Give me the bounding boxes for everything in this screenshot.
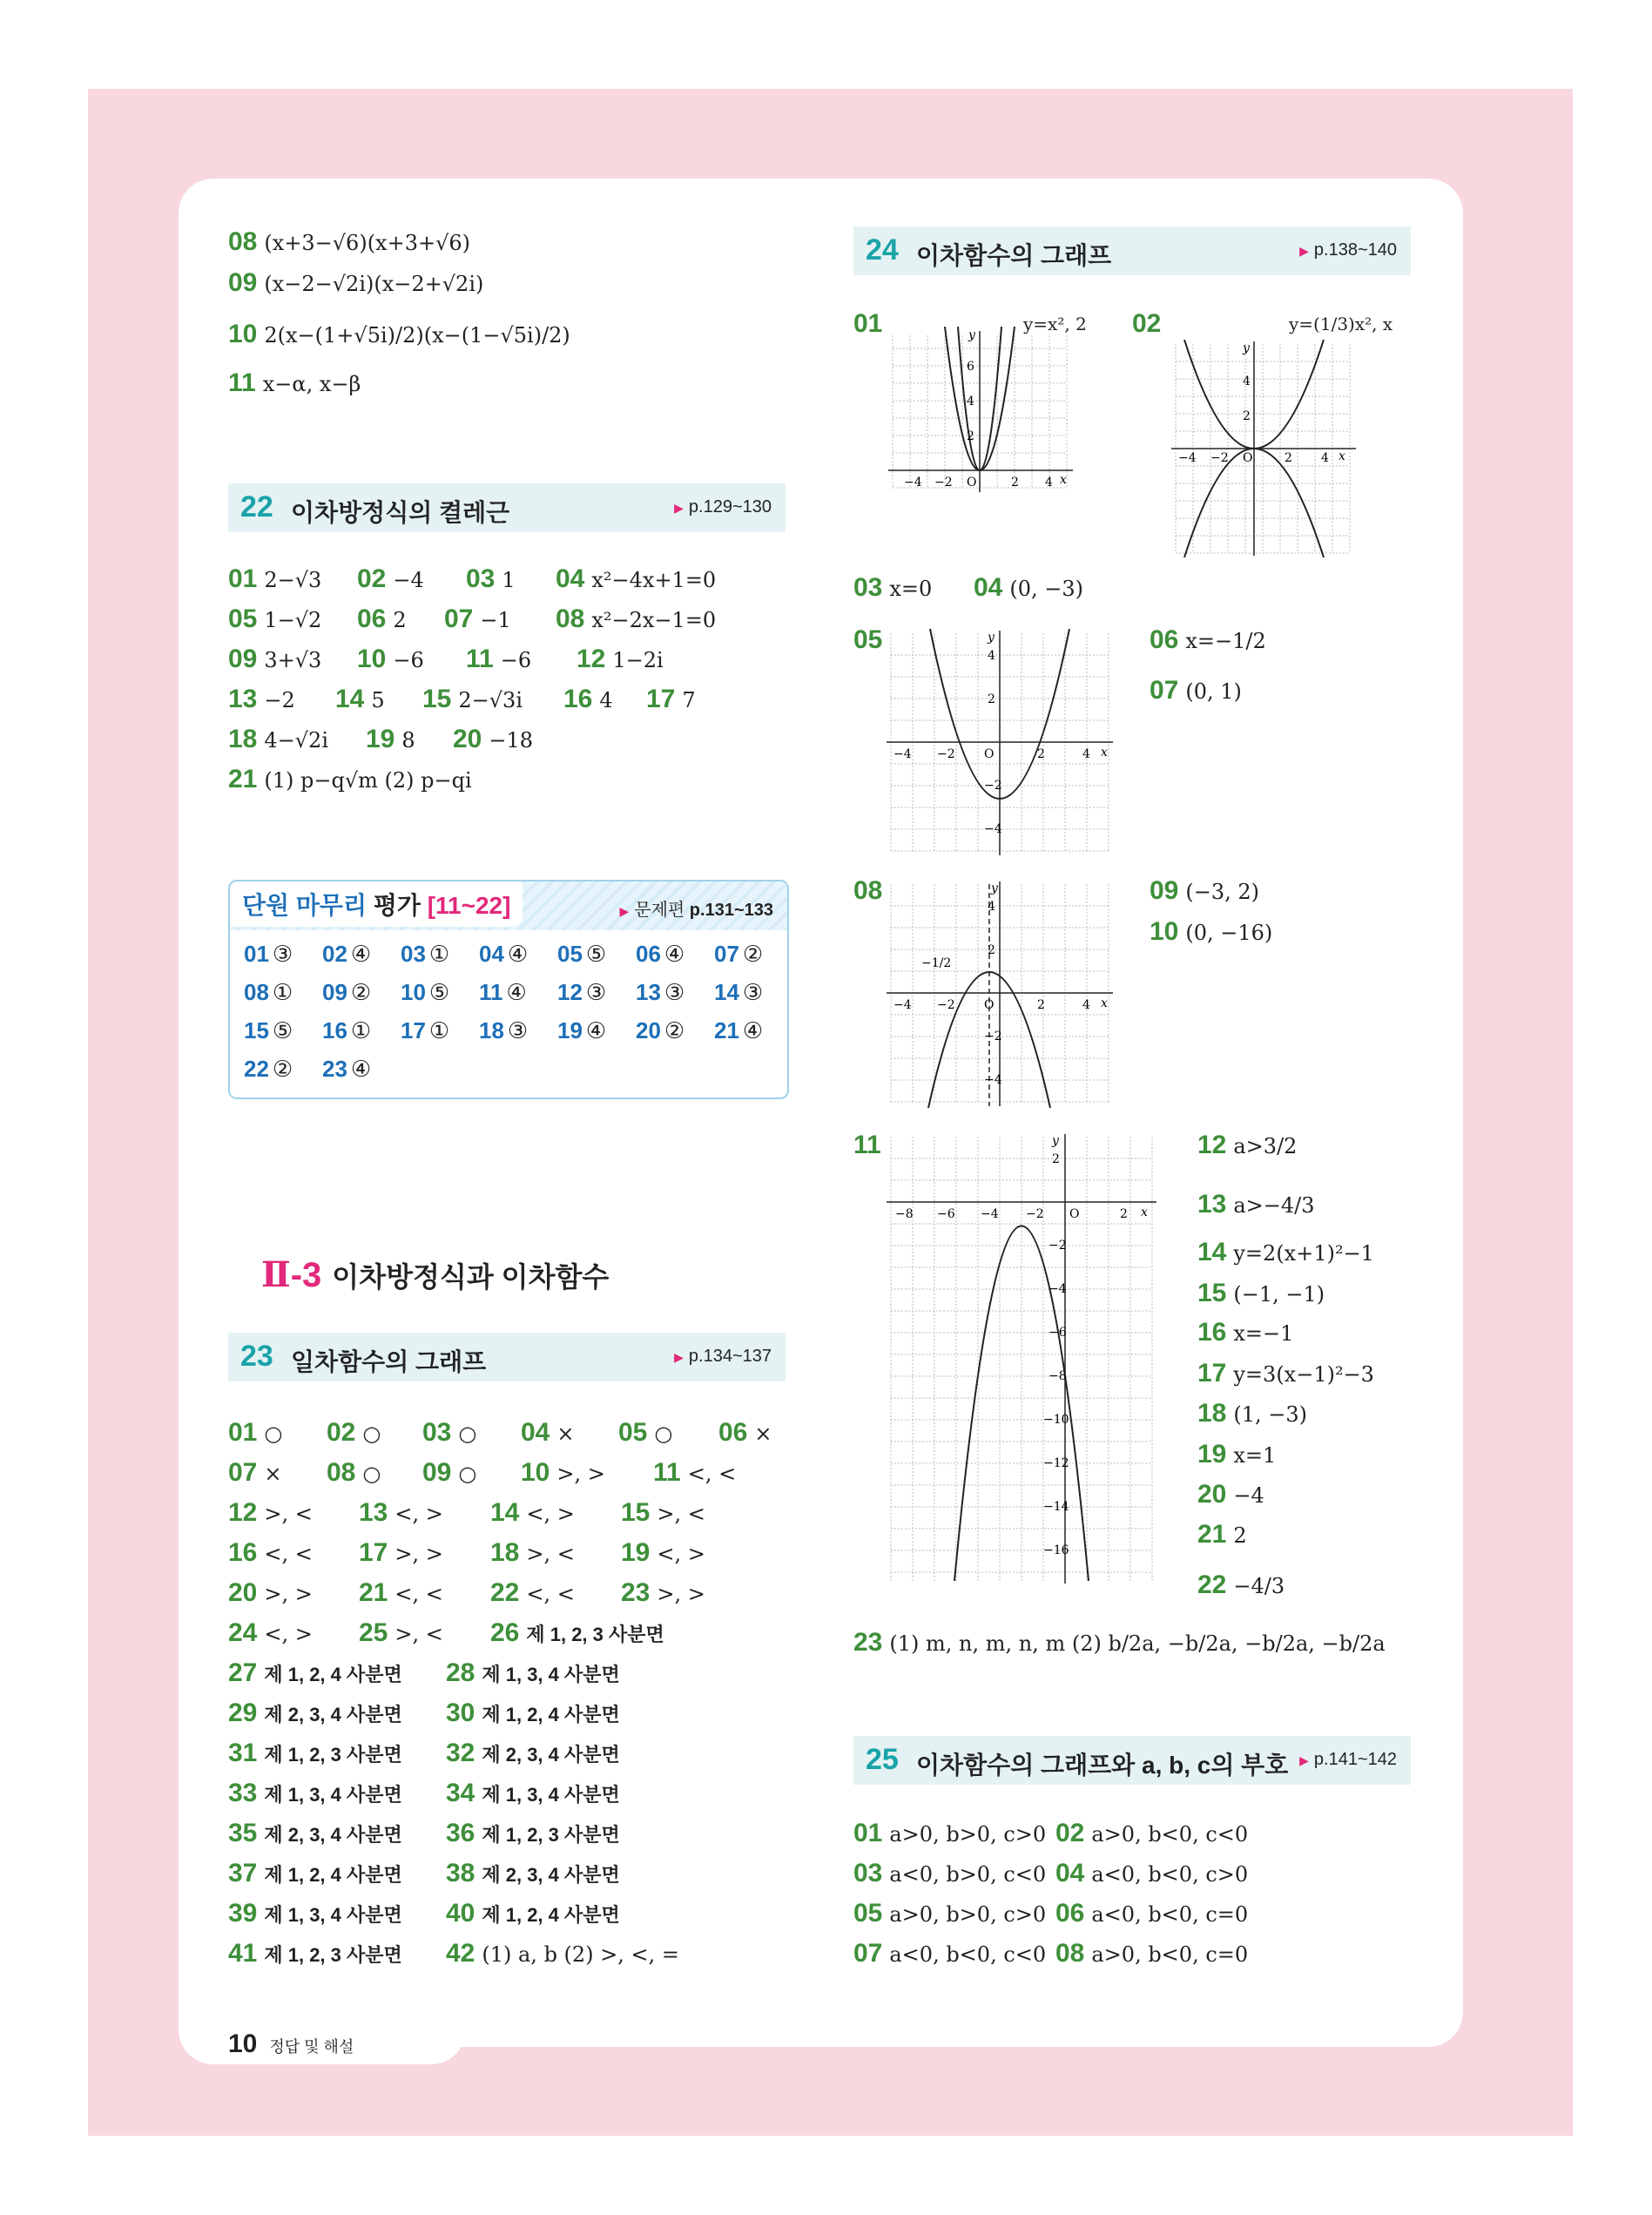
- section-header-23: [228, 1333, 786, 1381]
- unit-review-title: 단원 마무리 평가 [11~22]: [230, 881, 523, 927]
- answer-item: 20 >, >: [228, 1578, 313, 1607]
- answer-item: 01 a>0, b>0, c>0: [853, 1819, 1047, 1847]
- answer-item: 31 제 1, 2, 3 사분면: [228, 1739, 402, 1767]
- graph-02: [1171, 340, 1359, 557]
- answer-item: 07 a<0, b<0, c<0: [853, 1939, 1047, 1968]
- answer-item: 01: [853, 309, 883, 338]
- axis-label: −2: [937, 998, 955, 1012]
- section-title: 이차함수의 그래프와 a, b, c의 부호: [916, 1752, 1289, 1779]
- answer-item: 07 −1: [444, 604, 511, 633]
- axis-label: −4: [1049, 1282, 1067, 1296]
- page-reference: ▶ p.141~142: [1299, 1750, 1397, 1769]
- triangle-icon: ▶: [1299, 244, 1309, 258]
- section-number: 24: [866, 233, 899, 267]
- axis-label: −4: [893, 998, 912, 1012]
- answer-item: 12 >, <: [228, 1498, 313, 1527]
- answer-item: 05 a>0, b>0, c>0: [853, 1899, 1047, 1928]
- answer-item: 34 제 1, 3, 4 사분면: [446, 1779, 620, 1807]
- graph-label: y=(1/3)x², x: [1289, 314, 1393, 334]
- answer-item: 10 (0, −16): [1150, 917, 1273, 946]
- answer-item: 12 1−2i: [577, 645, 664, 673]
- axis-label: 4: [988, 649, 995, 663]
- axis-label: −4: [904, 476, 922, 490]
- answer-item: 08: [853, 876, 883, 905]
- answer-item: 33 제 1, 3, 4 사분면: [228, 1779, 402, 1807]
- answer-item: 01 ○: [228, 1418, 283, 1447]
- triangle-icon: ▶: [674, 501, 684, 515]
- axis-label: 2: [1037, 747, 1045, 761]
- axis-label: 2: [1120, 1207, 1128, 1221]
- answer-item: 27 제 1, 2, 4 사분면: [228, 1658, 402, 1687]
- answer-item: 03 x=0: [853, 573, 933, 602]
- triangle-icon: ▶: [619, 904, 630, 918]
- review-answer-item: 22 ②: [244, 1056, 293, 1082]
- unit-review-header: [230, 881, 787, 930]
- answer-item: 08 a>0, b<0, c=0: [1055, 1939, 1249, 1968]
- axis-label: O: [984, 998, 995, 1012]
- answer-item: 11 x−α, x−β: [228, 368, 361, 397]
- graph-01: [888, 327, 1075, 501]
- answer-item: 17 >, >: [359, 1538, 443, 1567]
- axis-label: 2: [1243, 409, 1251, 423]
- answer-item: 08 x²−2x−1=0: [556, 604, 717, 633]
- answer-item: 32 제 2, 3, 4 사분면: [446, 1739, 620, 1767]
- answer-item: 08 (x+3−√6)(x+3+√6): [228, 227, 470, 256]
- answer-item: 09 3+√3: [228, 645, 322, 673]
- axis-label: −8: [1049, 1369, 1067, 1383]
- axis-label: y: [988, 631, 995, 645]
- axis-label: O: [984, 747, 995, 761]
- triangle-icon: ▶: [1299, 1753, 1309, 1767]
- answer-item: 09 ○: [422, 1458, 477, 1487]
- axis-label: −1/2: [921, 956, 952, 970]
- answer-item: 06 ×: [718, 1418, 772, 1447]
- answer-item: 38 제 2, 3, 4 사분면: [446, 1859, 620, 1887]
- axis-label: 2: [1052, 1152, 1060, 1166]
- axis-label: −2: [984, 1030, 1002, 1043]
- axis-label: 4: [1082, 747, 1090, 761]
- section-header-22: [228, 483, 786, 532]
- review-answer-item: 12 ③: [557, 979, 607, 1005]
- answer-item: 15 (−1, −1): [1197, 1279, 1325, 1307]
- review-answer-item: 13 ③: [636, 979, 685, 1005]
- answer-item: 20 −4: [1197, 1480, 1264, 1509]
- axis-label: −2: [984, 779, 1002, 793]
- axis-label: −4: [981, 1207, 999, 1221]
- answer-item: 21 2: [1197, 1520, 1247, 1549]
- answer-item: 29 제 2, 3, 4 사분면: [228, 1698, 402, 1727]
- answer-item: 01 2−√3: [228, 564, 322, 593]
- answer-item: 13 −2: [228, 685, 295, 713]
- answer-item: 04 (0, −3): [974, 573, 1084, 602]
- answer-item: 13 <, >: [359, 1498, 443, 1527]
- page-number: 10: [228, 2029, 258, 2058]
- axis-label: 4: [1243, 375, 1251, 388]
- answer-item: 06 x=−1/2: [1150, 625, 1266, 654]
- answer-item: 15 >, <: [621, 1498, 705, 1527]
- axis-label: y: [1052, 1134, 1059, 1148]
- review-answer-item: 07 ②: [714, 941, 764, 967]
- axis-label: −4: [1178, 451, 1197, 465]
- answer-item: 40 제 1, 2, 4 사분면: [446, 1899, 620, 1928]
- answer-item: 04 x²−4x+1=0: [556, 564, 717, 593]
- axis-label: 6: [967, 360, 974, 374]
- section-number: 23: [240, 1340, 273, 1373]
- review-answer-item: 11 ④: [479, 979, 527, 1005]
- answer-item: 16 x=−1: [1197, 1318, 1294, 1347]
- answer-item: 21 (1) p−q√m (2) p−qi: [228, 765, 472, 793]
- review-answer-item: 19 ④: [557, 1017, 607, 1043]
- triangle-icon: ▶: [674, 1350, 684, 1364]
- axis-label: 2: [1011, 476, 1019, 490]
- answer-item: 11 <, <: [653, 1458, 737, 1487]
- page-reference: ▶ 문제편 p.131~133: [619, 901, 773, 920]
- section-number: 25: [866, 1743, 899, 1776]
- answer-item: 41 제 1, 2, 3 사분면: [228, 1939, 402, 1968]
- answer-item: 04 ×: [521, 1418, 575, 1447]
- answer-item: 23 (1) m, n, m, n, m (2) b/2a, −b/2a, −b/2a, −b/2a: [853, 1628, 1386, 1657]
- section-header-25: [853, 1736, 1411, 1785]
- axis-label: 2: [1285, 451, 1292, 465]
- axis-label: −2: [934, 476, 953, 490]
- answer-item: 13 a>−4/3: [1197, 1190, 1315, 1219]
- answer-item: 24 <, >: [228, 1618, 313, 1647]
- answer-item: 02 a>0, b<0, c<0: [1055, 1819, 1249, 1847]
- axis-label: x: [1101, 996, 1108, 1010]
- review-answer-item: 23 ④: [322, 1056, 372, 1082]
- answer-item: 07 (0, 1): [1150, 676, 1242, 705]
- axis-label: y: [968, 328, 975, 342]
- axis-label: 2: [1037, 998, 1045, 1012]
- page-reference: ▶ p.134~137: [674, 1347, 772, 1366]
- axis-label: −4: [984, 1073, 1002, 1087]
- axis-label: 4: [967, 395, 974, 409]
- graph-11: [887, 1132, 1158, 1585]
- answer-item: 22 −4/3: [1197, 1570, 1285, 1599]
- review-answer-item: 09 ②: [322, 979, 372, 1005]
- review-answer-item: 02 ④: [322, 941, 372, 967]
- answer-item: 11 −6: [466, 645, 532, 673]
- answer-item: 12 a>3/2: [1197, 1131, 1298, 1159]
- axis-label: −12: [1043, 1456, 1069, 1470]
- axis-label: 4: [988, 900, 995, 914]
- answer-item: 37 제 1, 2, 4 사분면: [228, 1859, 402, 1887]
- section-number: 22: [240, 490, 273, 523]
- answer-item: 30 제 1, 2, 4 사분면: [446, 1698, 620, 1727]
- review-answer-item: 17 ①: [401, 1017, 450, 1043]
- axis-label: −10: [1043, 1413, 1069, 1427]
- answer-item: 03 1: [466, 564, 516, 593]
- review-answer-item: 10 ⑤: [401, 979, 450, 1005]
- answer-item: 18 >, <: [490, 1538, 575, 1567]
- review-answer-item: 15 ⑤: [244, 1017, 293, 1043]
- answer-item: 22 <, <: [490, 1578, 575, 1607]
- review-answer-item: 18 ③: [479, 1017, 529, 1043]
- answer-item: 16 <, <: [228, 1538, 313, 1567]
- review-answer-item: 08 ①: [244, 979, 293, 1005]
- answer-item: 08 ○: [327, 1458, 381, 1487]
- axis-label: −6: [937, 1207, 955, 1221]
- axis-label: 2: [988, 692, 995, 706]
- axis-label: 4: [1045, 476, 1053, 490]
- page-reference: ▶ p.138~140: [1299, 240, 1397, 260]
- answer-item: 06 2: [357, 604, 407, 633]
- axis-label: 2: [967, 429, 974, 443]
- section-title: 이차방정식의 켤레근: [291, 499, 510, 526]
- answer-item: 10 −6: [357, 645, 424, 673]
- graph-label: y=x², 2: [1023, 314, 1087, 334]
- review-answer-item: 04 ④: [479, 941, 529, 967]
- axis-label: −2: [1026, 1207, 1044, 1221]
- page-footer: [228, 2029, 354, 2059]
- answer-item: 11: [853, 1131, 881, 1159]
- axis-label: O: [967, 476, 977, 490]
- section-header-24: [853, 226, 1411, 275]
- answer-item: 19 <, >: [621, 1538, 705, 1567]
- review-answer-item: 03 ①: [401, 941, 450, 967]
- answer-item: 17 7: [646, 685, 696, 713]
- answer-item: 19 x=1: [1197, 1440, 1277, 1469]
- review-answer-item: 16 ①: [322, 1017, 372, 1043]
- review-answer-item: 20 ②: [636, 1017, 685, 1043]
- answer-item: 42 (1) a, b (2) >, <, =: [446, 1939, 680, 1968]
- answer-item: 03 a<0, b>0, c<0: [853, 1859, 1047, 1887]
- review-answer-item: 06 ④: [636, 941, 685, 967]
- answer-item: 14 <, >: [490, 1498, 575, 1527]
- axis-label: −8: [895, 1207, 914, 1221]
- answer-item: 05: [853, 625, 883, 654]
- answer-item: 02: [1132, 309, 1162, 338]
- answer-item: 25 >, <: [359, 1618, 443, 1647]
- unit-review-box: [228, 880, 789, 1099]
- answer-item: 09 (−3, 2): [1150, 876, 1260, 905]
- review-answer-item: 01 ③: [244, 941, 293, 967]
- answer-item: 19 8: [366, 725, 415, 753]
- answer-item: 21 <, <: [359, 1578, 443, 1607]
- axis-label: −14: [1043, 1500, 1069, 1514]
- axis-label: −4: [893, 747, 912, 761]
- answer-item: 02 ○: [327, 1418, 381, 1447]
- answer-item: 06 a<0, b<0, c=0: [1055, 1899, 1249, 1928]
- axis-label: x: [1101, 746, 1108, 760]
- answer-item: 28 제 1, 3, 4 사분면: [446, 1658, 620, 1687]
- graph-08: [887, 880, 1115, 1108]
- answer-item: 02 −4: [357, 564, 424, 593]
- axis-label: O: [1243, 451, 1253, 465]
- axis-label: −2: [937, 747, 955, 761]
- answer-item: 14 5: [335, 685, 385, 713]
- section-title: 이차함수의 그래프: [916, 242, 1112, 269]
- axis-label: −2: [1210, 451, 1229, 465]
- axis-label: −16: [1043, 1543, 1069, 1557]
- answer-item: 39 제 1, 3, 4 사분면: [228, 1899, 402, 1928]
- review-answer-item: 14 ③: [714, 979, 764, 1005]
- answer-item: 10 >, >: [521, 1458, 605, 1487]
- section-title: 일차함수의 그래프: [291, 1348, 487, 1375]
- answer-item: 15 2−√3i: [422, 685, 523, 713]
- graph-05: [887, 629, 1115, 857]
- axis-label: x: [1338, 449, 1345, 463]
- axis-label: −6: [1049, 1326, 1067, 1340]
- answer-item: 23 >, >: [621, 1578, 705, 1607]
- answer-item: 07 ×: [228, 1458, 282, 1487]
- review-answer-item: 05 ⑤: [557, 941, 607, 967]
- answer-item: 16 4: [563, 685, 613, 713]
- axis-label: 4: [1321, 451, 1329, 465]
- answer-item: 18 (1, −3): [1197, 1399, 1308, 1428]
- answer-item: 17 y=3(x−1)²−3: [1197, 1359, 1374, 1388]
- footer-text: 정답 및 해설: [269, 2038, 354, 2056]
- axis-label: 2: [988, 943, 995, 957]
- axis-label: −2: [1049, 1239, 1067, 1253]
- answer-item: 18 4−√2i: [228, 725, 328, 753]
- axis-label: x: [1060, 473, 1067, 487]
- axis-label: −4: [984, 822, 1002, 836]
- answer-item: 03 ○: [422, 1418, 477, 1447]
- answer-item: 26 제 1, 2, 3 사분면: [490, 1618, 664, 1647]
- axis-label: y: [991, 881, 998, 895]
- answer-item: 05 1−√2: [228, 604, 322, 633]
- answer-item: 04 a<0, b<0, c>0: [1055, 1859, 1249, 1887]
- answer-item: 35 제 2, 3, 4 사분면: [228, 1819, 402, 1847]
- chapter-heading: Ⅱ-3 이차방정식과 이차함수: [261, 1254, 610, 1295]
- answer-item: 10 2(x−(1+√5i)/2)(x−(1−√5i)/2): [228, 320, 570, 348]
- axis-label: O: [1069, 1207, 1080, 1221]
- answer-item: 36 제 1, 2, 3 사분면: [446, 1819, 620, 1847]
- page-reference: ▶ p.129~130: [674, 497, 772, 517]
- answer-item: 20 −18: [453, 725, 534, 753]
- axis-label: y: [1243, 341, 1250, 355]
- answer-item: 09 (x−2−√2i)(x−2+√2i): [228, 268, 484, 297]
- review-answer-item: 21 ④: [714, 1017, 764, 1043]
- answer-item: 14 y=2(x+1)²−1: [1197, 1238, 1374, 1266]
- axis-label: 4: [1082, 998, 1090, 1012]
- axis-label: x: [1141, 1205, 1148, 1219]
- answer-item: 05 ○: [618, 1418, 673, 1447]
